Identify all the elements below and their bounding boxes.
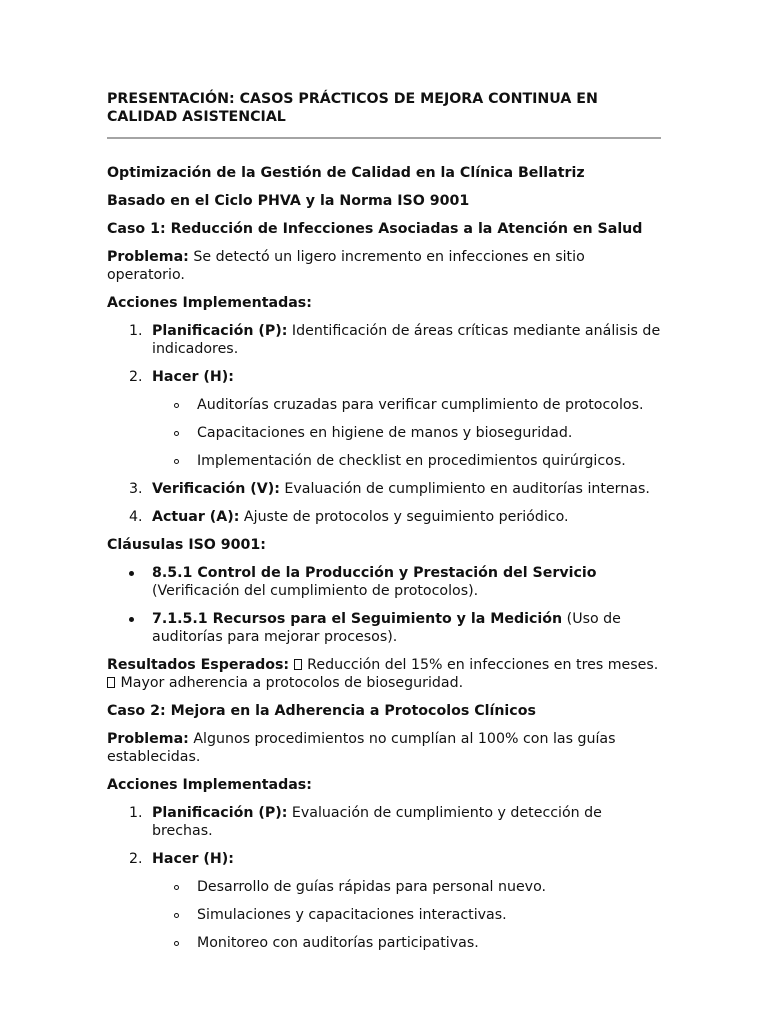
case-1-problem <box>107 248 663 284</box>
case-1-actions-heading: Acciones Implementadas: <box>107 295 312 311</box>
sub-list-item <box>152 878 663 896</box>
step-text: Identificación de áreas críticas mediante análisis de indicadores. <box>152 323 661 357</box>
step-text: Evaluación de cumplimiento en auditorías internas. <box>284 481 650 497</box>
section-heading: Optimización de la Gestión de Calidad en la Clínica Bellatriz <box>107 165 585 181</box>
sub-item-text: Implementación de checklist en procedimientos quirúrgicos. <box>197 453 626 469</box>
result-text: Reducción del 15% en infecciones en tres meses. <box>307 657 659 673</box>
item-number: 3. <box>129 481 143 497</box>
sub-item-text: Auditorías cruzadas para verificar cumplimiento de protocolos. <box>197 397 644 413</box>
clause-text: (Verificación del cumplimiento de protocolos). <box>152 583 479 599</box>
result-text: Mayor adherencia a protocolos de bioseguridad. <box>120 675 464 691</box>
case-1-title: Caso 1: Reducción de Infecciones Asociadas a la Atención en Salud <box>107 221 643 237</box>
step-text: Ajuste de protocolos y seguimiento periódico. <box>243 509 569 525</box>
bullet-icon <box>129 571 134 576</box>
document-body <box>107 164 663 962</box>
step-text: Evaluación de cumplimiento y detección de brechas. <box>152 805 602 839</box>
sub-list-item <box>152 452 663 470</box>
sub-list <box>152 878 663 952</box>
circle-bullet-icon <box>174 459 179 464</box>
circle-bullet-icon <box>174 913 179 918</box>
checkbox-glyph-icon <box>294 659 302 670</box>
case-2-actions-list <box>107 804 663 952</box>
list-item <box>107 610 663 646</box>
clauses-list <box>107 564 663 646</box>
step-label: Hacer (H): <box>152 369 234 385</box>
sub-item-text: Simulaciones y capacitaciones interactivas. <box>197 907 507 923</box>
sub-item-text: Desarrollo de guías rápidas para personal nuevo. <box>197 879 547 895</box>
case-2-problem <box>107 730 663 766</box>
sub-list-item <box>152 396 663 414</box>
step-label: Planificación (P): <box>152 805 288 821</box>
document-title: PRESENTACIÓN: CASOS PRÁCTICOS DE MEJORA CONTINUA EN CALIDAD ASISTENCIAL <box>107 91 598 125</box>
step-label: Hacer (H): <box>152 851 234 867</box>
item-number: 1. <box>129 323 143 339</box>
list-item <box>107 480 663 498</box>
step-label: Planificación (P): <box>152 323 288 339</box>
bullet-icon <box>129 617 134 622</box>
clause-text: (Uso de auditorías para mejorar procesos). <box>152 611 621 645</box>
section-subheading: Basado en el Ciclo PHVA y la Norma ISO 9001 <box>107 193 470 209</box>
sub-list-item <box>152 934 663 952</box>
circle-bullet-icon <box>174 885 179 890</box>
case-2-title: Caso 2: Mejora en la Adherencia a Protocolos Clínicos <box>107 703 536 719</box>
problem-label: Problema: <box>107 731 189 747</box>
case-2-actions-heading: Acciones Implementadas: <box>107 777 312 793</box>
list-item <box>107 804 663 840</box>
sub-item-text: Capacitaciones en higiene de manos y bioseguridad. <box>197 425 573 441</box>
sub-list-item <box>152 906 663 924</box>
item-number: 4. <box>129 509 143 525</box>
expected-results <box>107 656 663 692</box>
clause-title: 7.1.5.1 Recursos para el Seguimiento y la Medición <box>152 611 563 627</box>
sub-item-text: Monitoreo con auditorías participativas. <box>197 935 479 951</box>
title-divider <box>107 137 661 139</box>
item-number: 2. <box>129 369 143 385</box>
step-label: Actuar (A): <box>152 509 240 525</box>
case-1-actions-list <box>107 322 663 526</box>
step-label: Verificación (V): <box>152 481 280 497</box>
circle-bullet-icon <box>174 403 179 408</box>
list-item <box>107 564 663 600</box>
sub-list-item <box>152 424 663 442</box>
list-item <box>107 368 663 470</box>
circle-bullet-icon <box>174 941 179 946</box>
list-item <box>107 508 663 526</box>
item-number: 1. <box>129 805 143 821</box>
problem-text: Se detectó un ligero incremento en infecciones en sitio operatorio. <box>107 249 585 283</box>
item-number: 2. <box>129 851 143 867</box>
list-item <box>107 850 663 952</box>
circle-bullet-icon <box>174 431 179 436</box>
clauses-heading: Cláusulas ISO 9001: <box>107 537 266 553</box>
problem-text: Algunos procedimientos no cumplían al 100% con las guías establecidas. <box>107 731 616 765</box>
list-item <box>107 322 663 358</box>
checkbox-glyph-icon <box>107 677 115 688</box>
results-label: Resultados Esperados: <box>107 657 290 673</box>
problem-label: Problema: <box>107 249 189 265</box>
clause-title: 8.5.1 Control de la Producción y Prestación del Servicio <box>152 565 597 581</box>
sub-list <box>152 396 663 470</box>
